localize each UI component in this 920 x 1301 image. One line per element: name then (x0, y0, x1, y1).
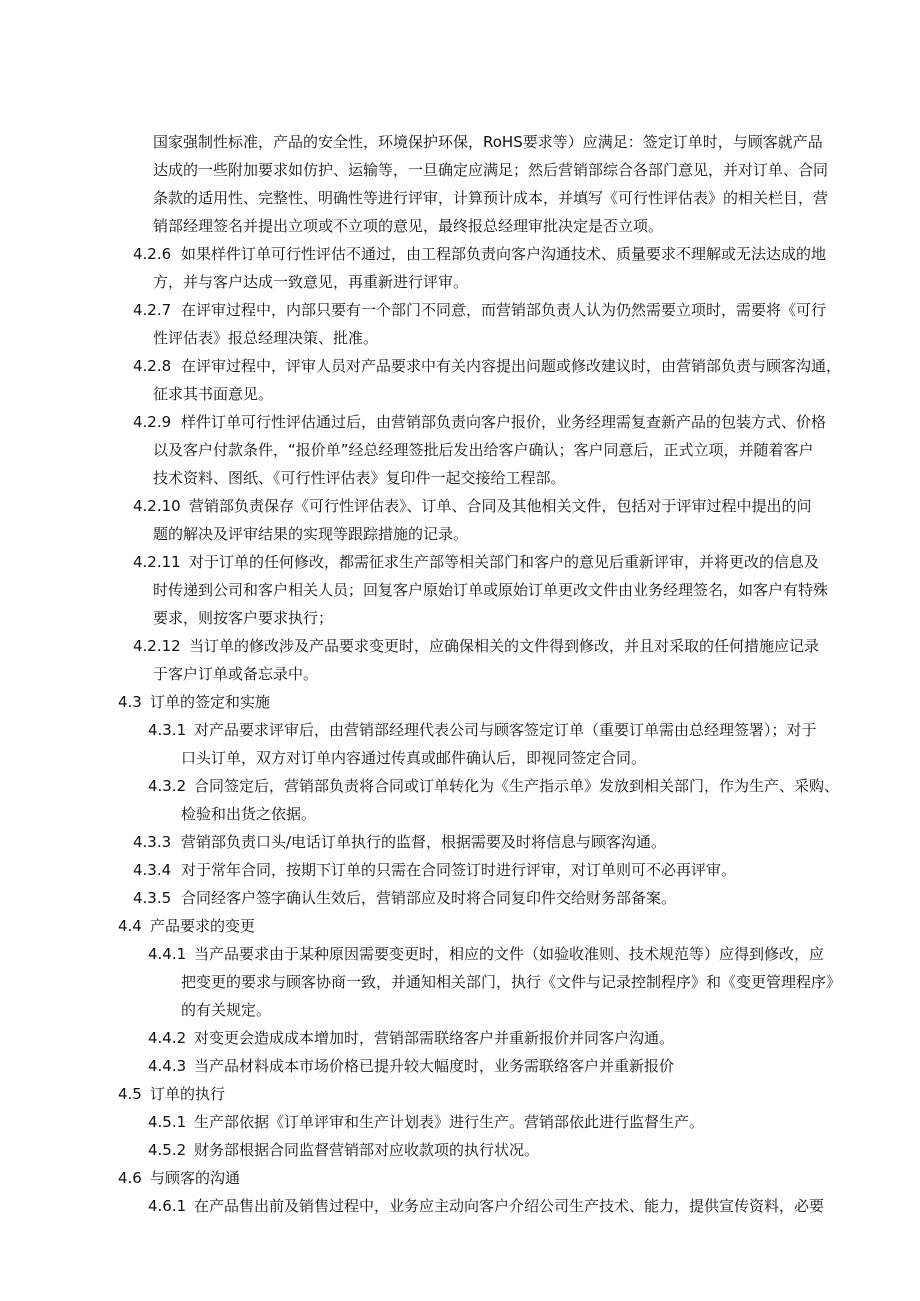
section-heading (0, 912, 920, 940)
text-line: 与顾客的沟通 (150, 1169, 241, 1187)
text-line: 合同经客户签字确认生效后，营销部应及时将合同复印件交给财务部备案。 (181, 889, 677, 907)
clause-number: 4.4.3 (148, 1057, 187, 1075)
text-line: 样件订单可行性评估通过后，由营销部负责向客户报价，业务经理需复查新产品的包装方式、价格 (181, 413, 827, 431)
clause-text (181, 1024, 845, 1052)
clause-text (150, 1080, 850, 1108)
clause-number: 4.2.9 (133, 413, 172, 431)
text-line: 当产品要求由于某种原因需要变更时，相应的文件（如验收准则、技术规范等）应得到修改，应 (194, 945, 825, 963)
text-line: 订单的签定和实施 (150, 693, 271, 711)
intro-line: 国家强制性标准，产品的安全性，环境保护环保，RoHS要求等）应满足：签定订单时，与顾客就产品 (153, 133, 823, 151)
text-line: 如果样件订单可行性评估不通过，由工程部负责向客户沟通技术、质量要求不理解或无法达成的地 (181, 245, 827, 263)
clause-text (150, 912, 850, 940)
clause-number: 4.3.1 (148, 721, 187, 739)
intro-line: 条款的适用性、完整性、明确性等进行评审，计算预计成本，并填写《可行性评估表》的相关栏目，营 (153, 189, 829, 207)
clause-text (153, 296, 845, 352)
clause-number: 4.2.6 (133, 245, 172, 263)
clause-text (153, 632, 845, 688)
clause-number: 4.3.3 (133, 833, 172, 851)
intro-line: 销部经理签名并提出立项或不立项的意见，最终报总经理审批决定是否立项。 (153, 217, 664, 235)
clause (0, 940, 920, 1024)
clause-text (153, 408, 845, 492)
text-line: 对于订单的任何修改，都需征求生产部等相关部门和客户的意见后重新评审，并将更改的信息及 (189, 553, 820, 571)
clause (0, 632, 920, 688)
text-line: 当订单的修改涉及产品要求变更时，应确保相关的文件得到修改，并且对采取的任何措施应记录 (189, 637, 820, 655)
clause-text (153, 492, 845, 548)
clause (0, 856, 920, 884)
clause-text (181, 716, 845, 772)
text-line: 生产部依据《订单评审和生产计划表》进行生产。营销部依此进行监督生产。 (194, 1113, 705, 1131)
text-line: 口头订单，双方对订单内容通过传真或邮件确认后，即视同签定合同。 (181, 749, 647, 767)
text-line: 以及客户付款条件，“报价单”经总经理签批后发出给客户确认；客户同意后，正式立项，并随着客户 (153, 441, 814, 459)
clause-text (153, 352, 845, 408)
clause-number: 4.2.8 (133, 357, 172, 375)
section-heading (0, 688, 920, 716)
text-line: 对于常年合同，按期下订单的只需在合同签订时进行评审，对订单则可不必再评审。 (181, 861, 737, 879)
text-line: 订单的执行 (150, 1085, 226, 1103)
text-line: 于客户订单或备忘录中。 (153, 665, 319, 683)
clause-number: 4.2.11 (133, 553, 181, 571)
text-line: 的有关规定。 (181, 1001, 272, 1019)
clause-number: 4.3.5 (133, 889, 172, 907)
intro-line: 达成的一些附加要求如仿护、运输等，一旦确定应满足；然后营销部综合各部门意见，并对订单、合同 (153, 161, 829, 179)
clause-number: 4.4 (118, 917, 142, 935)
clause-text (150, 688, 850, 716)
clause (0, 492, 920, 548)
text-line: 对产品要求评审后，由营销部经理代表公司与顾客签定订单（重要订单需由总经理签署）；对于 (194, 721, 817, 739)
clause (0, 548, 920, 632)
clause (0, 1136, 920, 1164)
text-line: 财务部根据合同监督营销部对应收款项的执行状况。 (194, 1141, 540, 1159)
clause-number: 4.4.1 (148, 945, 187, 963)
clause-text (181, 1136, 845, 1164)
text-line: 技术资料、图纸、《可行性评估表》复印件一起交接给工程部。 (153, 469, 566, 487)
clause-text (153, 548, 845, 632)
clause (0, 772, 920, 828)
clause-number: 4.3.4 (133, 861, 172, 879)
text-line: 在评审过程中，评审人员对产品要求中有关内容提出问题或修改建议时，由营销部负责与顾客沟通， (181, 357, 842, 375)
clause (0, 828, 920, 856)
clause (0, 716, 920, 772)
text-line: 征求其书面意见。 (153, 385, 274, 403)
clause-number: 4.4.2 (148, 1029, 187, 1047)
clause-text (181, 940, 845, 1024)
text-line: 题的解决及评审结果的实现等跟踪措施的记录。 (153, 525, 469, 543)
text-line: 营销部负责口头/电话订单执行的监督，根据需要及时将信息与顾客沟通。 (181, 833, 667, 851)
clause-text (181, 1108, 845, 1136)
clause-text (153, 240, 845, 296)
clause-text (153, 856, 845, 884)
clause-number: 4.5 (118, 1085, 142, 1103)
clause (0, 1024, 920, 1052)
text-line: 在产品售出前及销售过程中，业务应主动向客户介绍公司生产技术、能力，提供宣传资料，必要 (194, 1197, 825, 1215)
text-line: 检验和出货之依据。 (181, 805, 317, 823)
clause (0, 240, 920, 296)
text-line: 营销部负责保存《可行性评估表》、订单、合同及其他相关文件，包括对于评审过程中提出的问 (189, 497, 812, 515)
text-line: 时传递到公司和客户相关人员；回复客户原始订单或原始订单更改文件由业务经理签名，如客户有特殊 (153, 581, 829, 599)
clause (0, 1108, 920, 1136)
text-line: 把变更的要求与顾客协商一致，并通知相关部门，执行《文件与记录控制程序》和《变更管理程序》 (181, 973, 842, 991)
text-line: 当产品材料成本市场价格已提升较大幅度时，业务需联络客户并重新报价 (194, 1057, 675, 1075)
clause-number: 4.5.2 (148, 1141, 187, 1159)
section-heading (0, 1080, 920, 1108)
text-line: 产品要求的变更 (150, 917, 256, 935)
clause (0, 408, 920, 492)
clause-number: 4.3 (118, 693, 142, 711)
text-line: 方，并与客户达成一致意见，再重新进行评审。 (153, 273, 469, 291)
intro-paragraph (0, 128, 920, 240)
text-line: 对变更会造成成本增加时，营销部需联络客户并重新报价并同客户沟通。 (194, 1029, 675, 1047)
clause-text (153, 884, 845, 912)
clause-text (181, 772, 845, 828)
clause-number: 4.2.7 (133, 301, 172, 319)
document-body (0, 128, 920, 1220)
clause (0, 352, 920, 408)
clause (0, 1192, 920, 1220)
text-line: 要求，则按客户要求执行； (153, 609, 334, 627)
clause-number: 4.6 (118, 1169, 142, 1187)
clause-text (153, 828, 845, 856)
section-heading (0, 1164, 920, 1192)
intro-text (153, 128, 845, 240)
text-line: 在评审过程中，内部只要有一个部门不同意，而营销部负责人认为仍然需要立项时，需要将《可行 (181, 301, 827, 319)
clause-number: 4.3.2 (148, 777, 187, 795)
clause-number: 4.6.1 (148, 1197, 187, 1215)
clause-number: 4.2.12 (133, 637, 181, 655)
clause-number: 4.2.10 (133, 497, 181, 515)
clause-text (181, 1052, 845, 1080)
clause-text (181, 1192, 845, 1220)
clause (0, 884, 920, 912)
clause-text (150, 1164, 850, 1192)
clause (0, 296, 920, 352)
text-line: 性评估表》报总经理决策、批准。 (153, 329, 379, 347)
clause-number: 4.5.1 (148, 1113, 187, 1131)
clause (0, 1052, 920, 1080)
text-line: 合同签定后，营销部负责将合同或订单转化为《生产指示单》发放到相关部门，作为生产、采购、 (194, 777, 840, 795)
